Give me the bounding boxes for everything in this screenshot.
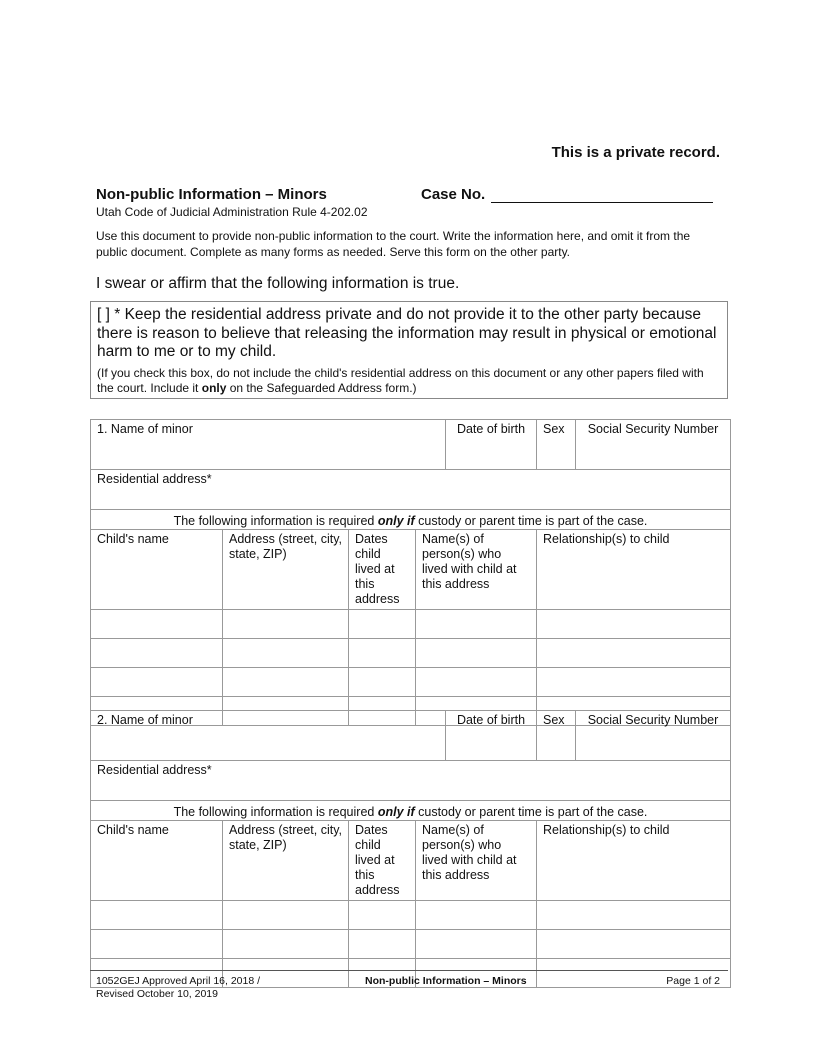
custody-note-emphasis: only if xyxy=(377,805,415,819)
residential-address-field[interactable]: Residential address* xyxy=(91,470,731,510)
table-cell[interactable] xyxy=(537,668,731,697)
table-cell[interactable] xyxy=(91,610,223,639)
table-cell[interactable] xyxy=(349,610,416,639)
case-number-field[interactable] xyxy=(491,188,713,203)
sex-field[interactable]: Sex xyxy=(537,420,576,470)
custody-note xyxy=(91,801,731,821)
col-childs-name: Child's name xyxy=(91,821,223,901)
table-cell[interactable] xyxy=(537,639,731,668)
table-cell[interactable] xyxy=(416,639,537,668)
table-cell[interactable] xyxy=(91,930,223,959)
privacy-note-text-end: on the Safeguarded Address form.) xyxy=(226,380,417,395)
privacy-box xyxy=(90,301,728,399)
table-cell[interactable] xyxy=(223,610,349,639)
custody-note-text: The following information is required xyxy=(173,805,378,819)
table-row xyxy=(91,639,731,668)
table-cell[interactable] xyxy=(416,668,537,697)
privacy-statement xyxy=(97,306,721,362)
table-cell[interactable] xyxy=(537,930,731,959)
col-address: Address (street, city, state, ZIP) xyxy=(223,821,349,901)
col-relationship: Relationship(s) to child xyxy=(537,821,731,901)
dob-field[interactable]: Date of birth xyxy=(446,420,537,470)
dob-field[interactable]: Date of birth xyxy=(446,711,537,761)
footer-page-number: Page 1 of 2 xyxy=(666,975,720,987)
footer-form-id-line1: 1052GEJ Approved April 16, 2018 / xyxy=(96,975,261,987)
col-address: Address (street, city, state, ZIP) xyxy=(223,530,349,610)
table-cell[interactable] xyxy=(223,901,349,930)
footer-divider xyxy=(90,970,728,971)
table-cell[interactable] xyxy=(416,610,537,639)
minor-name-field[interactable]: 1. Name of minor xyxy=(91,420,446,470)
ssn-field[interactable]: Social Security Number xyxy=(576,420,731,470)
table-cell[interactable] xyxy=(349,901,416,930)
custody-note-text-end: custody or parent time is part of the case. xyxy=(414,805,648,819)
col-persons: Name(s) of person(s) who lived with child at this address xyxy=(416,821,537,901)
col-dates: Dates child lived at this address xyxy=(349,530,416,610)
table-cell[interactable] xyxy=(349,639,416,668)
privacy-note xyxy=(97,366,721,396)
table-cell[interactable] xyxy=(416,930,537,959)
col-dates: Dates child lived at this address xyxy=(349,821,416,901)
table-cell[interactable] xyxy=(349,930,416,959)
table-cell[interactable] xyxy=(91,901,223,930)
sex-field[interactable]: Sex xyxy=(537,711,576,761)
minor-name-field[interactable]: 2. Name of minor xyxy=(91,711,446,761)
col-persons: Name(s) of person(s) who lived with child at this address xyxy=(416,530,537,610)
table-cell[interactable] xyxy=(537,610,731,639)
custody-note xyxy=(91,510,731,530)
table-cell[interactable] xyxy=(537,901,731,930)
col-relationship: Relationship(s) to child xyxy=(537,530,731,610)
custody-note-emphasis: only if xyxy=(377,514,415,528)
oath-statement: I swear or affirm that the following information is true. xyxy=(96,275,460,292)
table-row xyxy=(91,610,731,639)
table-row xyxy=(91,901,731,930)
footer-form-id xyxy=(96,975,260,1001)
minor-table-1 xyxy=(90,419,731,726)
minor-table-2 xyxy=(90,710,731,988)
residential-address-field[interactable]: Residential address* xyxy=(91,761,731,801)
custody-note-text-end: custody or parent time is part of the case. xyxy=(414,514,648,528)
table-cell[interactable] xyxy=(223,668,349,697)
table-row xyxy=(91,668,731,697)
ssn-field[interactable]: Social Security Number xyxy=(576,711,731,761)
privacy-checkbox[interactable]: [ ] xyxy=(97,306,110,323)
table-cell[interactable] xyxy=(349,668,416,697)
instructions: Use this document to provide non-public information to the court. Write the information here, and omit it from the public document. Complete as many forms as needed. Serve this form on the other party. xyxy=(96,229,691,259)
table-cell[interactable] xyxy=(91,668,223,697)
custody-note-text: The following information is required xyxy=(173,514,378,528)
table-cell[interactable] xyxy=(416,901,537,930)
table-cell[interactable] xyxy=(223,930,349,959)
col-childs-name: Child's name xyxy=(91,530,223,610)
footer-form-id-line2: Revised October 10, 2019 xyxy=(96,988,218,1000)
table-row xyxy=(91,930,731,959)
rule-citation: Utah Code of Judicial Administration Rule 4-202.02 xyxy=(96,205,368,219)
case-number-label: Case No. xyxy=(421,186,486,203)
case-number xyxy=(421,186,713,203)
footer-title: Non-public Information – Minors xyxy=(365,975,527,987)
privacy-note-emphasis: only xyxy=(201,380,227,395)
table-cell[interactable] xyxy=(223,639,349,668)
privacy-note-text: (If you check this box, do not include the child's residential address on this document or any other papers filed with the court. Include it xyxy=(97,365,704,395)
table-cell[interactable] xyxy=(91,639,223,668)
private-record-notice: This is a private record. xyxy=(551,144,720,161)
form-title: Non-public Information – Minors xyxy=(96,186,327,203)
privacy-statement-text: * Keep the residential address private and do not provide it to the other party because there is reason to believe that releasing the information may result in physical or emotional harm to me or to my child. xyxy=(97,306,717,360)
